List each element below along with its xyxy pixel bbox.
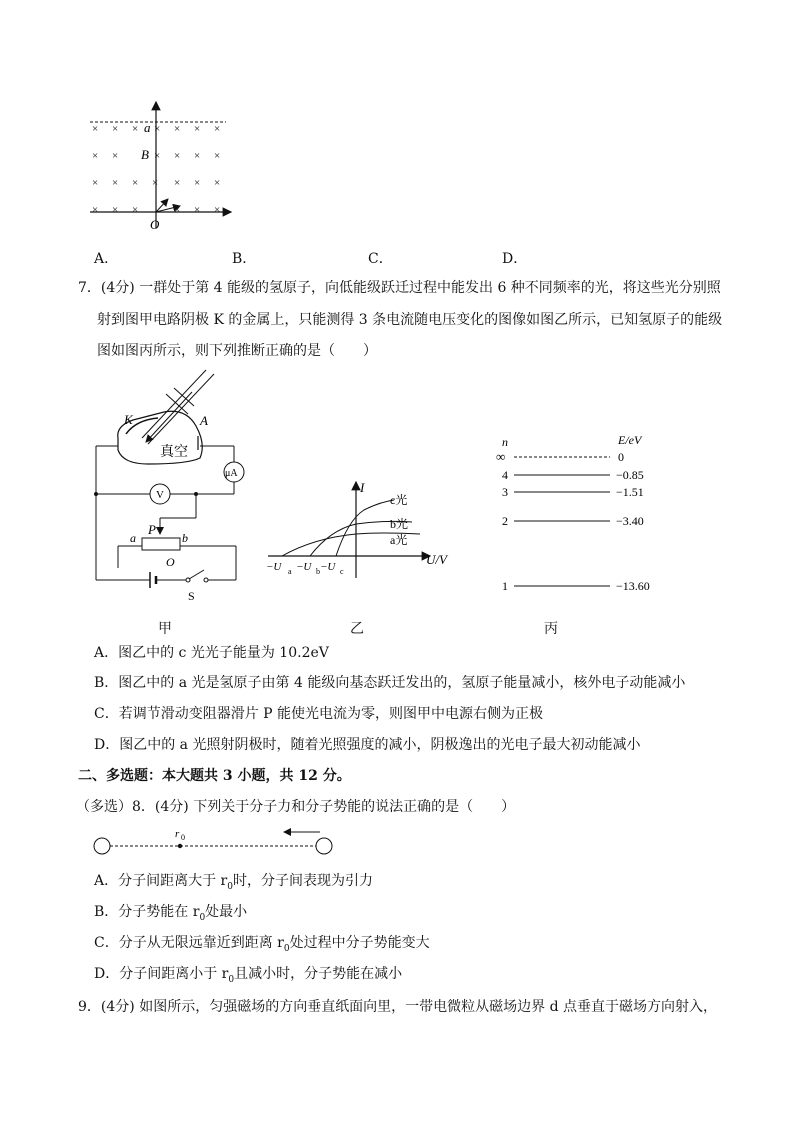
q7-energy-level-figure [490, 430, 670, 600]
svg-text:−13.60: −13.60 [616, 579, 650, 593]
label-O: O [150, 217, 160, 232]
svg-text:×: × [132, 204, 139, 216]
svg-text:×: × [92, 150, 99, 162]
svg-text:K: K [124, 412, 133, 427]
svg-text:×: × [112, 150, 119, 162]
q7-option-c: C．若调节滑动变阻器滑片 P 能使光电流为零，则图甲中电源右侧为正极 [94, 706, 544, 722]
svg-text:×: × [174, 123, 181, 135]
svg-text:×: × [112, 204, 119, 216]
q8-option-d: D．分子间距离小于 $r_0$且减小时，分子势能在减小 [94, 966, 403, 985]
svg-text:∞: ∞ [496, 449, 506, 464]
label-a: a [144, 120, 151, 135]
svg-text:×: × [194, 150, 201, 162]
q6-option-c: C． [368, 251, 393, 267]
caption-jia: 甲 [158, 621, 172, 637]
q7-stem-line-3: 图如图丙所示，则下列推断正确的是（ ） [97, 343, 377, 359]
svg-text:−U: −U [266, 561, 282, 573]
svg-text:×: × [174, 177, 181, 189]
svg-text:a光: a光 [390, 533, 408, 547]
svg-text:×: × [112, 177, 119, 189]
q8-option-c: C．分子从无限远靠近到距离 $r_0$处过程中分子势能变大 [94, 935, 430, 954]
svg-text:c: c [340, 567, 344, 576]
svg-text:×: × [214, 123, 221, 135]
q7-iu-graph [264, 478, 464, 583]
svg-text:P: P [148, 522, 156, 537]
svg-text:b: b [182, 531, 188, 545]
svg-text:×: × [194, 177, 201, 189]
svg-text:×: × [92, 177, 99, 189]
svg-text:E/eV: E/eV [618, 433, 642, 447]
svg-text:U/V: U/V [426, 552, 447, 567]
svg-text:×: × [112, 123, 119, 135]
svg-text:a: a [130, 531, 136, 545]
q7-stem-line-2: 射到图甲电路阴极 K 的金属上，只能测得 3 条电流随电压变化的图像如图乙所示，已知氢原子的能级 [97, 312, 723, 328]
svg-text:A: A [200, 413, 208, 428]
svg-text:×: × [214, 204, 221, 216]
svg-text:×: × [154, 123, 161, 135]
svg-text:4: 4 [502, 468, 508, 482]
svg-text:c光: c光 [390, 493, 408, 507]
q9-stem: 9．(4分) 如图所示，匀强磁场的方向垂直纸面向里，一带电微粒从磁场边界 d 点垂直于磁场方向射入， [78, 999, 718, 1015]
svg-text:×: × [174, 150, 181, 162]
q6-option-d: D． [502, 251, 528, 267]
svg-text:−3.40: −3.40 [616, 514, 644, 528]
label-B: B [141, 147, 149, 162]
svg-text:3: 3 [502, 485, 508, 499]
svg-text:0: 0 [181, 833, 185, 842]
svg-text:V: V [156, 489, 164, 501]
svg-text:×: × [194, 204, 201, 216]
q7-circuit-figure [88, 368, 258, 608]
q8-option-b: B．分子势能在 $r_0$处最小 [94, 904, 248, 923]
svg-text:−1.51: −1.51 [616, 485, 644, 499]
svg-text:×: × [92, 123, 99, 135]
q7-option-b: B．图乙中的 a 光是氢原子由第 4 能级向基态跃迁发出的，氢原子能量减小，核外电子动能减小 [94, 675, 686, 691]
caption-bing: 丙 [544, 621, 558, 637]
svg-text:S: S [188, 589, 195, 603]
svg-text:2: 2 [502, 514, 508, 528]
svg-text:−0.85: −0.85 [616, 468, 644, 482]
svg-text:×: × [132, 177, 139, 189]
svg-text:×: × [92, 204, 99, 216]
svg-text:I: I [360, 480, 365, 495]
q7-stem-line-1: 7．(4分) 一群处于第 4 能级的氢原子，向低能级跃迁过程中能发出 6 种不同频率的光，将这些光分别照 [78, 280, 721, 296]
svg-text:a: a [288, 567, 292, 576]
svg-text:b光: b光 [390, 517, 409, 531]
q8-molecule-figure [88, 826, 338, 860]
svg-text:×: × [194, 123, 201, 135]
svg-text:×: × [154, 150, 161, 162]
section-heading: 二、多选题：本大题共 3 小题，共 12 分。 [78, 768, 351, 784]
q6-option-a: A． [94, 251, 119, 267]
svg-text:μA: μA [225, 468, 238, 479]
q8-option-a: A．分子间距离大于 $r_0$时，分子间表现为引力 [94, 873, 373, 892]
svg-text:b: b [316, 567, 320, 576]
svg-text:×: × [132, 123, 139, 135]
svg-text:O: O [166, 555, 175, 569]
svg-text:×: × [152, 177, 159, 189]
svg-text:真空: 真空 [160, 445, 188, 460]
svg-text:−U: −U [296, 561, 312, 573]
svg-text:r: r [175, 828, 180, 840]
caption-yi: 乙 [350, 621, 364, 637]
svg-text:×: × [214, 177, 221, 189]
svg-text:−U: −U [320, 561, 336, 573]
q7-option-a: A．图乙中的 c 光光子能量为 10.2eV [94, 645, 329, 661]
svg-text:n: n [502, 435, 508, 449]
svg-text:1: 1 [502, 579, 508, 593]
q6-option-b: B． [232, 251, 257, 267]
q6-magnetic-field-figure [88, 98, 238, 233]
q7-option-d: D．图乙中的 a 光照射阴极时，随着光照强度的减小，阴极逸出的光电子最大初动能减小 [94, 737, 641, 753]
svg-text:0: 0 [618, 450, 624, 464]
svg-text:×: × [214, 150, 221, 162]
q8-stem: （多选）8．(4分) 下列关于分子力和分子势能的说法正确的是（ ） [76, 799, 516, 815]
svg-text:×: × [174, 204, 181, 216]
